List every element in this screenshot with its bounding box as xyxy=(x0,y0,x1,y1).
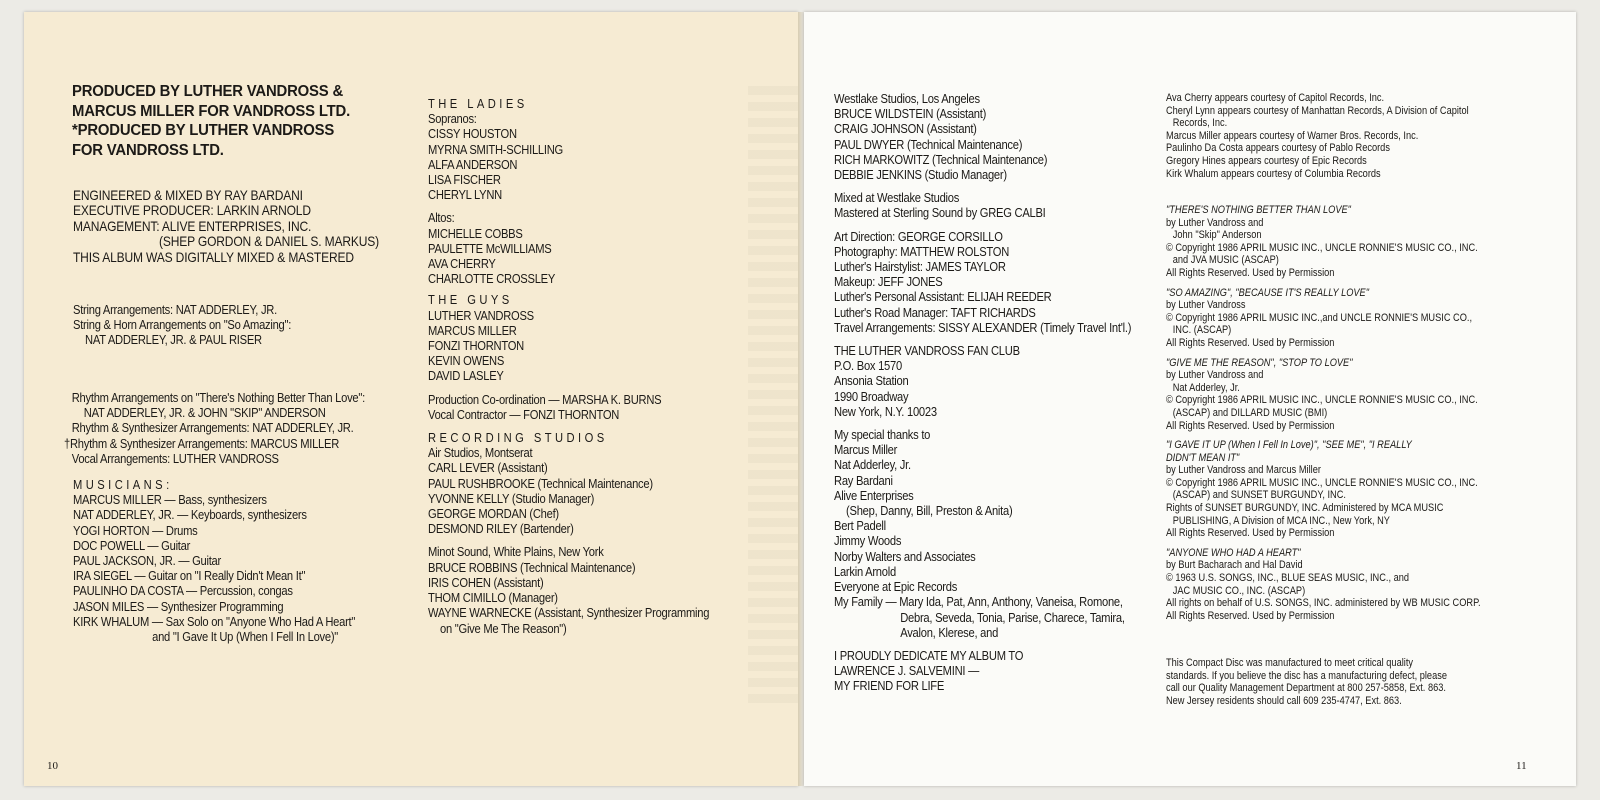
westlake-line: DEBBIE JENKINS (Studio Manager) xyxy=(834,167,1007,183)
thanks-line: Jimmy Woods xyxy=(834,533,902,549)
courtesy-line: Cheryl Lynn appears courtesy of Manhattan Records, A Division of Capitol xyxy=(1166,104,1469,117)
song-title: "GIVE ME THE REASON", "STOP TO LOVE" xyxy=(1166,356,1353,369)
copyright-block xyxy=(1166,439,1478,540)
song-title: "I GAVE IT UP (When I Fell In Love)", "SEE ME", "I REALLY DIDN'T MEAN IT" xyxy=(1166,439,1412,464)
fan-club-line: New York, N.Y. 10023 xyxy=(834,403,937,419)
courtesy-block xyxy=(1166,92,1469,180)
copyright-line: All Rights Reserved. Used by Permission xyxy=(1166,419,1335,432)
copyright-line: All Rights Reserved. Used by Permission xyxy=(1166,336,1335,349)
vocalist-name: DAVID LASLEY xyxy=(428,368,504,384)
rhythm-line: Rhythm Arrangements on "There's Nothing Better Than Love": xyxy=(71,390,365,405)
vocalist-name: LUTHER VANDROSS xyxy=(428,307,534,323)
copyright-block xyxy=(1166,546,1481,623)
credits-column xyxy=(834,91,1131,694)
produced-line: PRODUCED BY LUTHER VANDROSS & xyxy=(72,83,344,100)
westlake-line: Westlake Studios, Los Angeles xyxy=(834,91,980,106)
sopranos-label: Sopranos: xyxy=(428,111,477,127)
copyright-line: and JVA MUSIC (ASCAP) xyxy=(1172,254,1279,267)
westlake-line: RICH MARKOWITZ (Technical Maintenance) xyxy=(834,151,1048,167)
westlake-line: BRUCE WILDSTEIN (Assistant) xyxy=(834,106,987,122)
guys-heading: THE GUYS xyxy=(428,292,513,308)
thanks-line: Bert Padell xyxy=(834,518,886,534)
copyright-line: by Luther Vandross and Marcus Miller xyxy=(1166,464,1321,477)
right-page xyxy=(804,12,1576,786)
musician-line: IRA SIEGEL — Guitar on "I Really Didn't Mean It" xyxy=(73,568,306,584)
studio-line: THOM CIMILLO (Manager) xyxy=(428,590,558,606)
courtesy-line: Records, Inc. xyxy=(1172,117,1228,130)
courtesy-line: Paulinho Da Costa appears courtesy of Pablo Records xyxy=(1166,142,1390,155)
musician-line: and "I Gave It Up (When I Fell In Love)" xyxy=(152,629,339,645)
vocalist-name: PAULETTE McWILLIAMS xyxy=(428,240,552,256)
credit-line: Photography: MATTHEW ROLSTON xyxy=(834,243,1010,259)
studios-heading: RECORDING STUDIOS xyxy=(428,430,608,446)
notice-line: This Compact Disc was manufactured to meet critical quality xyxy=(1166,657,1414,669)
vocalists-block xyxy=(428,96,709,636)
copyright-line: All Rights Reserved. Used by Permission xyxy=(1166,609,1335,622)
copyright-block xyxy=(1166,286,1473,350)
dedication-line: I PROUDLY DEDICATE MY ALBUM TO xyxy=(834,647,1024,663)
rhythm-line: NAT ADDERLEY, JR. & JOHN "SKIP" ANDERSON xyxy=(83,405,326,421)
copyright-line: (ASCAP) and SUNSET BURGUNDY, INC. xyxy=(1172,489,1346,502)
westlake-line: CRAIG JOHNSON (Assistant) xyxy=(834,121,977,137)
left-page xyxy=(24,12,798,786)
copyright-notices xyxy=(1166,204,1481,622)
studio-line: CARL LEVER (Assistant) xyxy=(428,460,548,476)
rhythm-line: Rhythm & Synthesizer Arrangements: NAT ADDERLEY, JR. xyxy=(71,420,354,436)
vocalist-name: AVA CHERRY xyxy=(428,256,496,272)
notice-line: call our Quality Management Department at 800 257-5858, Ext. 863. xyxy=(1166,682,1446,695)
produced-line: FOR VANDROSS LTD. xyxy=(72,141,224,159)
copyright-line: by Luther Vandross and xyxy=(1166,216,1264,229)
copyright-line: JAC MUSIC CO., INC. (ASCAP) xyxy=(1172,584,1306,597)
courtesy-line: Gregory Hines appears courtesy of Epic Records xyxy=(1166,154,1367,167)
copyright-line: (ASCAP) and DILLARD MUSIC (BMI) xyxy=(1172,406,1328,419)
ladies-heading: THE LADIES xyxy=(428,96,528,111)
fan-club-line: 1990 Broadway xyxy=(834,388,909,404)
page-number: 10 xyxy=(47,760,58,772)
thanks-line: Everyone at Epic Records xyxy=(834,579,958,595)
thanks-line: Ray Bardani xyxy=(834,472,893,488)
thanks-line: Alive Enterprises xyxy=(834,487,914,503)
thanks-line: Larkin Arnold xyxy=(834,563,896,579)
string-arrangements-block xyxy=(73,302,291,348)
copyright-line: © Copyright 1986 APRIL MUSIC INC., UNCLE RONNIE'S MUSIC CO., INC. xyxy=(1166,476,1478,489)
dedication-line: LAWRENCE J. SALVEMINI — xyxy=(834,663,980,679)
copyright-line: © Copyright 1986 APRIL MUSIC INC., UNCLE RONNIE'S MUSIC CO., INC. xyxy=(1166,394,1478,407)
dedication-line: MY FRIEND FOR LIFE xyxy=(834,678,945,694)
engineering-block xyxy=(73,188,379,265)
copyright-line: by Luther Vandross xyxy=(1166,299,1246,312)
copyright-line: INC. (ASCAP) xyxy=(1172,324,1232,337)
credit-line: Luther's Hairstylist: JAMES TAYLOR xyxy=(834,259,1006,275)
studio-line: BRUCE ROBBINS (Technical Maintenance) xyxy=(428,559,636,575)
copyright-line: All Rights Reserved. Used by Permission xyxy=(1166,266,1335,279)
thanks-line: Debra, Seveda, Tonia, Parise, Charece, Tamira, xyxy=(900,609,1125,625)
westlake-line: PAUL DWYER (Technical Maintenance) xyxy=(834,136,1023,152)
string-line: NAT ADDERLEY, JR. & PAUL RISER xyxy=(85,332,262,348)
song-title: "ANYONE WHO HAD A HEART" xyxy=(1166,546,1301,559)
thanks-line: My Family — Mary Ida, Pat, Ann, Anthony, Vaneisa, Romone, xyxy=(834,594,1123,610)
string-line: String Arrangements: NAT ADDERLEY, JR. xyxy=(73,302,277,317)
studio-line: WAYNE WARNECKE (Assistant, Synthesizer Programming xyxy=(428,605,710,621)
engineering-line: EXECUTIVE PRODUCER: LARKIN ARNOLD xyxy=(73,202,311,219)
thanks-line: Marcus Miller xyxy=(834,442,898,458)
fan-club-line: P.O. Box 1570 xyxy=(834,358,902,374)
rhythm-line: †Rhythm & Synthesizer Arrangements: MARCUS MILLER xyxy=(64,435,340,451)
coordination-line: Production Co-ordination — MARSHA K. BURNS xyxy=(428,391,662,407)
thanks-line: Norby Walters and Associates xyxy=(834,548,976,564)
engineering-line: THIS ALBUM WAS DIGITALLY MIXED & MASTERED xyxy=(73,248,354,265)
copyright-block xyxy=(1166,356,1478,433)
vocalist-name: MICHELLE COBBS xyxy=(428,225,523,241)
vocalist-name: MYRNA SMITH-SCHILLING xyxy=(428,141,563,157)
vocalist-name: LISA FISCHER xyxy=(428,172,501,188)
copyright-line: All rights on behalf of U.S. SONGS, INC. administered by WB MUSIC CORP. xyxy=(1166,597,1481,610)
musician-line: MARCUS MILLER — Bass, synthesizers xyxy=(73,492,267,508)
song-title: "SO AMAZING", "BECAUSE IT'S REALLY LOVE" xyxy=(1166,286,1370,299)
copyright-line: Rights of SUNSET BURGUNDY, INC. Administered by MCA MUSIC xyxy=(1166,502,1444,515)
thanks-line: Nat Adderley, Jr. xyxy=(834,457,911,473)
studio-line: YVONNE KELLY (Studio Manager) xyxy=(428,490,595,506)
studio-line: IRIS COHEN (Assistant) xyxy=(428,574,544,590)
mixing-line: Mastered at Sterling Sound by GREG CALBI xyxy=(834,205,1046,221)
page-number: 11 xyxy=(1516,760,1527,772)
produced-line: *PRODUCED BY LUTHER VANDROSS xyxy=(72,122,335,139)
fan-club-line: THE LUTHER VANDROSS FAN CLUB xyxy=(834,343,1020,359)
rhythm-arrangements-block xyxy=(64,390,365,466)
engineering-line: (SHEP GORDON & DANIEL S. MARKUS) xyxy=(159,233,379,250)
credit-line: Travel Arrangements: SISSY ALEXANDER (Timely Travel Int'l.) xyxy=(834,319,1132,335)
rhythm-line: Vocal Arrangements: LUTHER VANDROSS xyxy=(71,450,279,466)
musician-line: YOGI HORTON — Drums xyxy=(73,522,198,538)
altos-label: Altos: xyxy=(428,210,455,226)
copyright-line: Nat Adderley, Jr. xyxy=(1172,381,1240,394)
vocalist-name: ALFA ANDERSON xyxy=(428,156,518,172)
engineering-line: ENGINEERED & MIXED BY RAY BARDANI xyxy=(73,187,303,203)
thanks-heading: My special thanks to xyxy=(834,427,931,443)
courtesy-line: Kirk Whalum appears courtesy of Columbia Records xyxy=(1166,167,1381,180)
musician-line: JASON MILES — Synthesizer Programming xyxy=(73,598,284,614)
studio-line: GEORGE MORDAN (Chef) xyxy=(428,506,559,522)
musician-line: KIRK WHALUM — Sax Solo on "Anyone Who Had A Heart" xyxy=(73,613,356,629)
produced-line: MARCUS MILLER FOR VANDROSS LTD. xyxy=(72,102,351,120)
studio-line: on "Give Me The Reason") xyxy=(440,620,567,636)
thanks-line: Avalon, Klerese, and xyxy=(900,624,999,640)
credit-line: Makeup: JEFF JONES xyxy=(834,274,943,290)
vocalist-name: FONZI THORNTON xyxy=(428,338,524,354)
thanks-line: (Shep, Danny, Bill, Preston & Anita) xyxy=(846,503,1013,519)
courtesy-line: Ava Cherry appears courtesy of Capitol Records, Inc. xyxy=(1166,92,1385,104)
string-line: String & Horn Arrangements on "So Amazing": xyxy=(73,317,292,333)
vocalist-name: KEVIN OWENS xyxy=(428,353,505,369)
notice-line: standards. If you believe the disc has a manufacturing defect, please xyxy=(1166,669,1447,682)
fan-club-line: Ansonia Station xyxy=(834,373,909,389)
copyright-line: © 1963 U.S. SONGS, INC., BLUE SEAS MUSIC, INC., and xyxy=(1166,572,1410,585)
song-title: "THERE'S NOTHING BETTER THAN LOVE" xyxy=(1166,204,1351,216)
musician-line: DOC POWELL — Guitar xyxy=(73,537,191,553)
coordination-line: Vocal Contractor — FONZI THORNTON xyxy=(428,406,620,422)
copyright-line: by Luther Vandross and xyxy=(1166,369,1264,382)
vocalist-name: CHARLOTTE CROSSLEY xyxy=(428,271,556,287)
studio-line: Minot Sound, White Plains, New York xyxy=(428,544,604,560)
manufacture-notice xyxy=(1166,657,1447,707)
copyright-line: PUBLISHING, A Division of MCA INC., New York, NY xyxy=(1172,514,1390,527)
musician-line: PAUL JACKSON, JR. — Guitar xyxy=(73,553,221,569)
musician-line: NAT ADDERLEY, JR. — Keyboards, synthesizers xyxy=(73,507,307,523)
produced-by-block xyxy=(72,82,350,160)
studio-line: DESMOND RILEY (Bartender) xyxy=(428,521,574,537)
copyright-line: © Copyright 1986 APRIL MUSIC INC., UNCLE RONNIE'S MUSIC CO., INC. xyxy=(1166,241,1478,254)
musician-line: PAULINHO DA COSTA — Percussion, congas xyxy=(73,583,293,599)
vocalist-name: CHERYL LYNN xyxy=(428,187,503,203)
vocalist-name: MARCUS MILLER xyxy=(428,322,517,338)
copyright-line: John "Skip" Anderson xyxy=(1172,229,1262,242)
courtesy-line: Marcus Miller appears courtesy of Warner Bros. Records, Inc. xyxy=(1166,129,1419,142)
vocalist-name: CISSY HOUSTON xyxy=(428,126,517,142)
copyright-line: © Copyright 1986 APRIL MUSIC INC.,and UNCLE RONNIE'S MUSIC CO., xyxy=(1166,311,1473,324)
notice-line: New Jersey residents should call 609 235-4747, Ext. 863. xyxy=(1166,694,1402,707)
credit-line: Luther's Personal Assistant: ELIJAH REEDER xyxy=(834,289,1052,305)
credit-line: Art Direction: GEORGE CORSILLO xyxy=(834,228,1003,244)
mixing-line: Mixed at Westlake Studios xyxy=(834,190,960,206)
musicians-heading: MUSICIANS: xyxy=(73,477,173,492)
engineering-line: MANAGEMENT: ALIVE ENTERPRISES, INC. xyxy=(73,217,312,234)
studio-line: PAUL RUSHBROOKE (Technical Maintenance) xyxy=(428,475,653,491)
credit-line: Luther's Road Manager: TAFT RICHARDS xyxy=(834,304,1036,320)
copyright-line: All Rights Reserved. Used by Permission xyxy=(1166,527,1335,540)
studio-line: Air Studios, Montserat xyxy=(428,445,533,461)
musicians-block xyxy=(73,477,355,644)
copyright-line: by Burt Bacharach and Hal David xyxy=(1166,559,1303,572)
copyright-block xyxy=(1166,204,1478,280)
